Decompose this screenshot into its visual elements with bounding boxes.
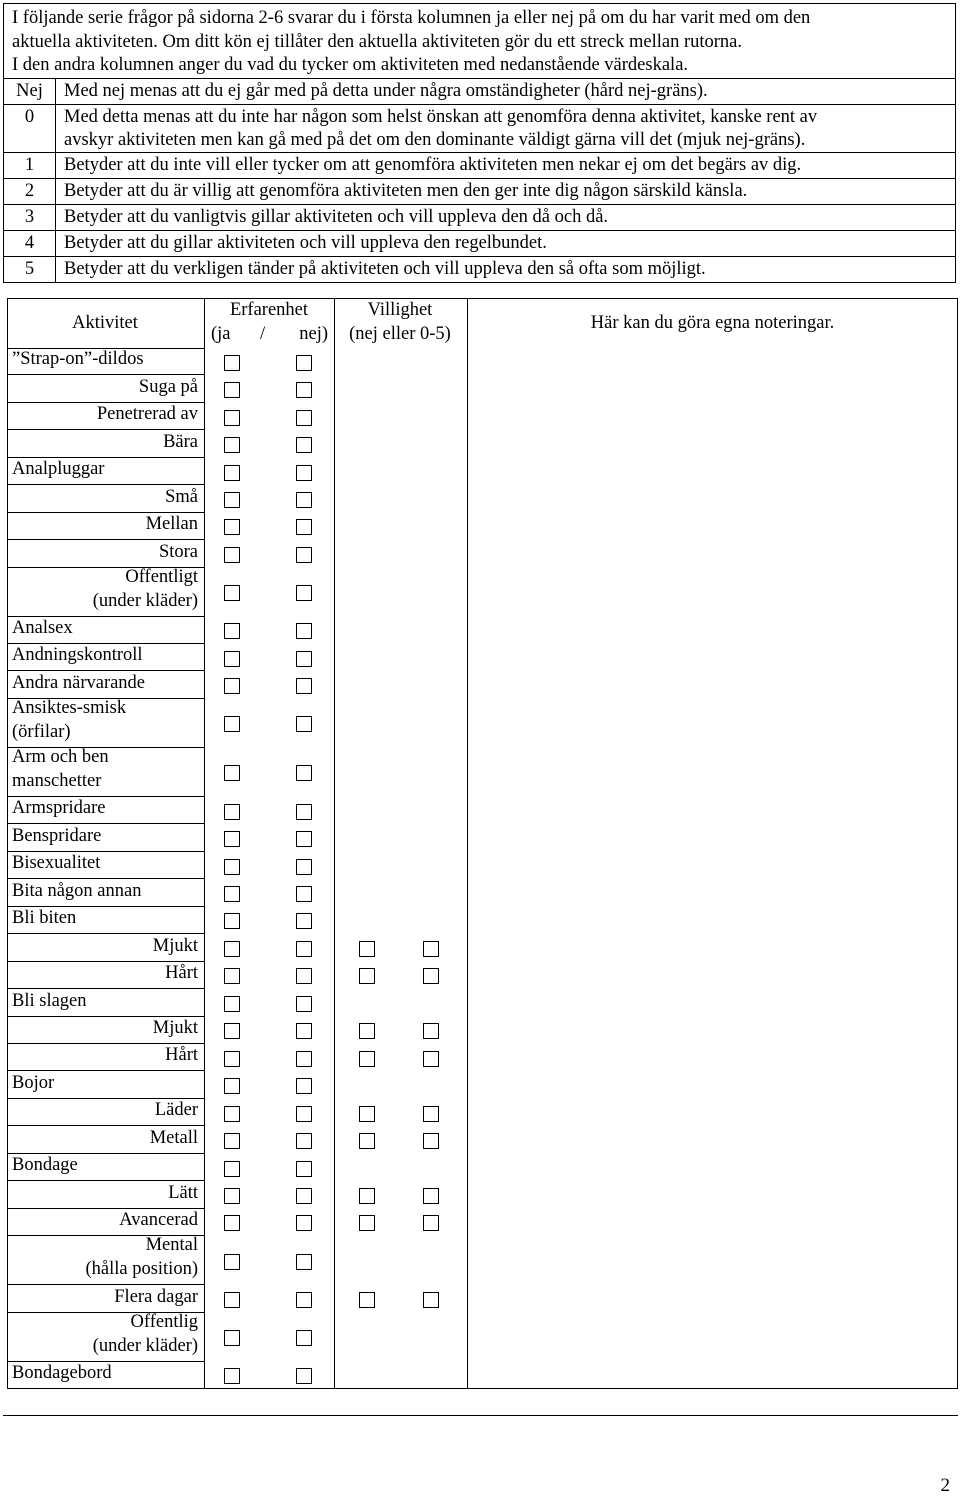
legend-description-line: Betyder att du verkligen tänder på aktiviteten och vill uppleva den så ofta som möjligt. [64,258,706,279]
activity-label [12,565,198,613]
footer-rule [3,1415,958,1416]
activity-label-line: Offentligt [125,566,198,587]
activity-label-line: Metall [149,1127,198,1148]
activity-label-line: Hårt [165,963,198,984]
legend-description [56,153,955,178]
experience-no-checkbox[interactable] [296,355,312,371]
experience-yes-checkbox[interactable] [224,886,240,902]
activity-label [12,879,198,903]
activity-label-line: Avancerad [119,1210,198,1231]
extra-checkbox[interactable] [359,1292,375,1308]
experience-yes-checkbox[interactable] [224,585,240,601]
table-row [7,1209,204,1236]
table-row [7,644,204,671]
instruction-line: I den andra kolumnen anger du vad du tycker om aktiviteten med nedanstående värdeskala. [12,55,689,75]
table-row [7,748,204,797]
activity-label-line: (under kläder) [92,1335,198,1356]
legend-key: 3 [4,205,56,230]
experience-yes-checkbox[interactable] [224,437,240,453]
experience-no-checkbox[interactable] [296,1292,312,1308]
experience-no-checkbox[interactable] [296,1078,312,1094]
activity-label-line: Analpluggar [12,459,105,480]
table-row [7,513,204,540]
activity-label [12,1181,198,1205]
experience-no-checkbox[interactable] [296,1215,312,1231]
table-row [7,458,204,485]
experience-no-checkbox[interactable] [296,465,312,481]
legend-row [4,256,955,282]
extra-checkbox[interactable] [359,1215,375,1231]
experience-no-checkbox[interactable] [296,585,312,601]
extra-checkbox[interactable] [423,968,439,984]
activity-label-line: manschetter [12,770,102,791]
instructions-text [4,4,955,78]
activity-label-line: Bondage [12,1155,78,1176]
legend-description-line: avskyr aktiviteten men kan gå med på det om den dominante väldigt gärna vill det (mjuk nej-gräns). [64,129,806,150]
table-row [7,852,204,879]
experience-yes-checkbox[interactable] [224,1368,240,1384]
activity-label [12,1016,198,1040]
extra-checkbox[interactable] [423,1023,439,1039]
experience-yes-checkbox[interactable] [224,1051,240,1067]
activity-label-line: Läder [154,1100,198,1121]
legend-description-line: Med detta menas att du inte har någon som helst önskan att genomföra denna aktivitet, kanske rent av [64,106,818,127]
experience-no-checkbox[interactable] [296,1051,312,1067]
legend-description [56,205,955,230]
experience-no-checkbox[interactable] [296,1330,312,1346]
experience-no-checkbox[interactable] [296,437,312,453]
activity-label-line: Ansiktes-smisk [12,697,127,718]
activity-label [12,796,198,820]
legend-description-line: Betyder att du gillar aktiviteten och vill uppleva den regelbundet. [64,232,547,253]
table-row [7,617,204,644]
activity-label [12,1233,198,1281]
legend-description [56,79,955,104]
table-row [7,540,204,567]
experience-yes-checkbox[interactable] [224,941,240,957]
activity-label [12,430,198,454]
activity-label [12,512,198,536]
legend-row [4,204,955,230]
activity-label [12,485,198,509]
extra-checkbox[interactable] [423,1215,439,1231]
extra-checkbox[interactable] [359,1106,375,1122]
legend-description-line: Betyder att du är villig att genomföra aktiviteten men den ger inte dig någon särskild känsla. [64,180,748,201]
activity-label [12,1071,198,1095]
activity-label [12,745,198,793]
activity-label-line: Offentlig [130,1311,198,1332]
activity-label [12,906,198,930]
activity-label [12,1310,198,1358]
extra-checkbox[interactable] [423,1133,439,1149]
extra-checkbox[interactable] [359,968,375,984]
table-row [7,1362,204,1389]
table-row [7,430,204,457]
experience-no-checkbox[interactable] [296,1133,312,1149]
experience-yes-checkbox[interactable] [224,519,240,535]
legend-description-line: Med nej menas att du ej går med på detta under några omständigheter (hård nej-gräns). [64,80,708,101]
experience-yes-checkbox[interactable] [224,1330,240,1346]
table-row [7,934,204,961]
legend-row [4,78,955,104]
activity-label-line: Analsex [12,618,73,639]
experience-yes-checkbox[interactable] [224,492,240,508]
table-row [7,1154,204,1181]
legend-key: Nej [4,79,56,104]
activity-label [12,457,198,481]
activity-label-line: Mjukt [152,935,198,956]
legend-key: 2 [4,179,56,204]
experience-yes-checkbox[interactable] [224,1292,240,1308]
table-row [7,672,204,699]
activity-label [12,851,198,875]
experience-yes-checkbox[interactable] [224,859,240,875]
experience-yes-checkbox[interactable] [224,410,240,426]
table-row [7,797,204,824]
activity-label [12,1043,198,1067]
legend-row [4,178,955,204]
experience-yes-checkbox[interactable] [224,913,240,929]
experience-no-checkbox[interactable] [296,716,312,732]
experience-no-checkbox[interactable] [296,382,312,398]
experience-yes-checkbox[interactable] [224,465,240,481]
extra-checkbox[interactable] [359,941,375,957]
activity-label [12,1153,198,1177]
page-number: 2 [940,1475,950,1496]
activity-label [12,402,198,426]
table-row [7,1017,204,1044]
legend-description-line: Betyder att du inte vill eller tycker om att genomföra aktiviteten men nekar ej om det begärs av dig. [64,154,802,175]
table-row [7,568,204,617]
experience-yes-checkbox[interactable] [224,678,240,694]
extra-checkbox[interactable] [359,1188,375,1204]
activity-label-line: Mjukt [152,1017,198,1038]
header-notes: Här kan du göra egna noteringar. [590,313,835,333]
activity-label [12,1098,198,1122]
table-row [7,403,204,430]
experience-no-checkbox[interactable] [296,859,312,875]
activity-label-line: Stora [158,541,198,562]
experience-yes-checkbox[interactable] [224,1133,240,1149]
table-row [7,348,204,375]
instruction-line: I följande serie frågor på sidorna 2-6 svarar du i första kolumnen ja eller nej på om du har varit med om den [12,8,811,28]
activity-label [12,961,198,985]
activity-label-line: Mental [145,1235,198,1256]
table-border [204,298,205,1389]
activity-label [12,375,198,399]
table-row [7,879,204,906]
experience-yes-checkbox[interactable] [224,765,240,781]
table-border [7,298,467,299]
table-row [7,699,204,748]
legend-description [56,105,955,152]
activity-label-line: ”Strap-on”-dildos [12,349,144,370]
activity-label-line: Bli slagen [12,990,87,1011]
extra-checkbox[interactable] [423,941,439,957]
activity-label [12,1361,198,1385]
table-row [7,1181,204,1208]
activity-label-line: (örfilar) [12,721,71,742]
experience-no-checkbox[interactable] [296,1106,312,1122]
experience-no-checkbox[interactable] [296,678,312,694]
table-border [334,298,335,1389]
activity-label [12,1285,198,1309]
legend-description [56,231,955,256]
experience-yes-checkbox[interactable] [224,1254,240,1270]
header-willingness: Villighet (nej eller 0-5) [349,300,451,344]
extra-checkbox[interactable] [359,1051,375,1067]
table-border [7,1388,958,1389]
legend-key: 5 [4,257,56,282]
experience-yes-checkbox[interactable] [224,1106,240,1122]
experience-no-checkbox[interactable] [296,941,312,957]
experience-no-checkbox[interactable] [296,519,312,535]
activity-label [12,1208,198,1232]
experience-yes-checkbox[interactable] [224,716,240,732]
activity-label [12,347,198,371]
activity-label-line: Penetrerad av [96,404,198,425]
experience-no-checkbox[interactable] [296,996,312,1012]
table-row [7,485,204,512]
table-row [7,1313,204,1362]
activity-label-line: Hårt [165,1045,198,1066]
activity-label-line: Suga på [138,376,198,397]
activity-label-line: Bli biten [12,908,77,929]
table-row [7,1126,204,1153]
header-experience: Erfarenhet (ja / nej) [211,300,328,344]
activity-label [12,989,198,1013]
experience-no-checkbox[interactable] [296,1368,312,1384]
activity-label-line: Bita någon annan [12,880,142,901]
table-row [7,375,204,402]
experience-no-checkbox[interactable] [296,623,312,639]
activity-label-line: Mellan [145,514,198,535]
experience-yes-checkbox[interactable] [224,547,240,563]
experience-yes-checkbox[interactable] [224,804,240,820]
extra-checkbox[interactable] [359,1023,375,1039]
activity-label-line: Benspridare [12,825,102,846]
experience-yes-checkbox[interactable] [224,968,240,984]
activity-label [12,671,198,695]
table-border [467,298,958,299]
table-row [7,962,204,989]
activity-label-line: Lätt [168,1182,198,1203]
experience-no-checkbox[interactable] [296,1254,312,1270]
experience-no-checkbox[interactable] [296,651,312,667]
table-row [7,989,204,1016]
table-row [7,1099,204,1126]
instruction-line: aktuella aktiviteten. Om ditt kön ej tillåter den aktuella aktiviteten gör du ett streck mellan rutorna. [12,31,743,52]
legend-description [56,179,955,204]
extra-checkbox[interactable] [359,1133,375,1149]
activity-label-line: Bondagebord [12,1363,112,1384]
activity-label-line: Andra närvarande [12,672,146,693]
experience-no-checkbox[interactable] [296,1023,312,1039]
activity-label-line: Armspridare [12,798,106,819]
table-row [7,824,204,851]
experience-no-checkbox[interactable] [296,410,312,426]
instructions-box [3,3,956,283]
activity-label [12,540,198,564]
experience-yes-checkbox[interactable] [224,1215,240,1231]
table-border [7,298,8,1389]
activity-label-line: Flera dagar [114,1286,198,1307]
experience-yes-checkbox[interactable] [224,1078,240,1094]
activity-label [12,1126,198,1150]
legend-row [4,230,955,256]
experience-no-checkbox[interactable] [296,968,312,984]
experience-no-checkbox[interactable] [296,913,312,929]
activity-label [12,934,198,958]
header-activity: Aktivitet [72,313,138,333]
value-scale-legend [4,78,955,282]
experience-no-checkbox[interactable] [296,886,312,902]
legend-description-line: Betyder att du vanligtvis gillar aktiviteten och vill uppleva den då och då. [64,206,609,227]
activity-label-line: Arm och ben [12,746,109,767]
activity-label-line: Andningskontroll [12,645,143,666]
activity-label-line: Små [165,486,198,507]
extra-checkbox[interactable] [423,1188,439,1204]
table-row [7,1044,204,1071]
table-border [957,298,958,1389]
activity-label-line: Bisexualitet [12,853,101,874]
table-row [7,1236,204,1285]
activity-label-line: Bojor [12,1072,55,1093]
extra-checkbox[interactable] [423,1051,439,1067]
legend-key: 1 [4,153,56,178]
experience-yes-checkbox[interactable] [224,623,240,639]
experience-yes-checkbox[interactable] [224,355,240,371]
extra-checkbox[interactable] [423,1292,439,1308]
legend-key: 0 [4,105,56,152]
experience-yes-checkbox[interactable] [224,382,240,398]
activity-label-line: (under kläder) [92,590,198,611]
activity-label-line: Bära [163,431,198,452]
activity-label [12,696,198,744]
activity-label [12,643,198,667]
experience-no-checkbox[interactable] [296,1161,312,1177]
legend-description [56,257,955,282]
experience-no-checkbox[interactable] [296,1188,312,1204]
table-border [467,298,468,1389]
table-row [7,1071,204,1098]
experience-yes-checkbox[interactable] [224,1188,240,1204]
table-row [7,1285,204,1312]
experience-no-checkbox[interactable] [296,765,312,781]
legend-row [4,104,955,152]
activity-label-line: (hålla position) [85,1259,198,1280]
activity-label [12,824,198,848]
experience-no-checkbox[interactable] [296,547,312,563]
experience-no-checkbox[interactable] [296,831,312,847]
experience-yes-checkbox[interactable] [224,1023,240,1039]
legend-row [4,152,955,178]
legend-key: 4 [4,231,56,256]
extra-checkbox[interactable] [423,1106,439,1122]
experience-yes-checkbox[interactable] [224,651,240,667]
experience-no-checkbox[interactable] [296,492,312,508]
experience-no-checkbox[interactable] [296,804,312,820]
experience-yes-checkbox[interactable] [224,831,240,847]
experience-yes-checkbox[interactable] [224,996,240,1012]
experience-yes-checkbox[interactable] [224,1161,240,1177]
activity-label [12,616,198,640]
table-row [7,907,204,934]
